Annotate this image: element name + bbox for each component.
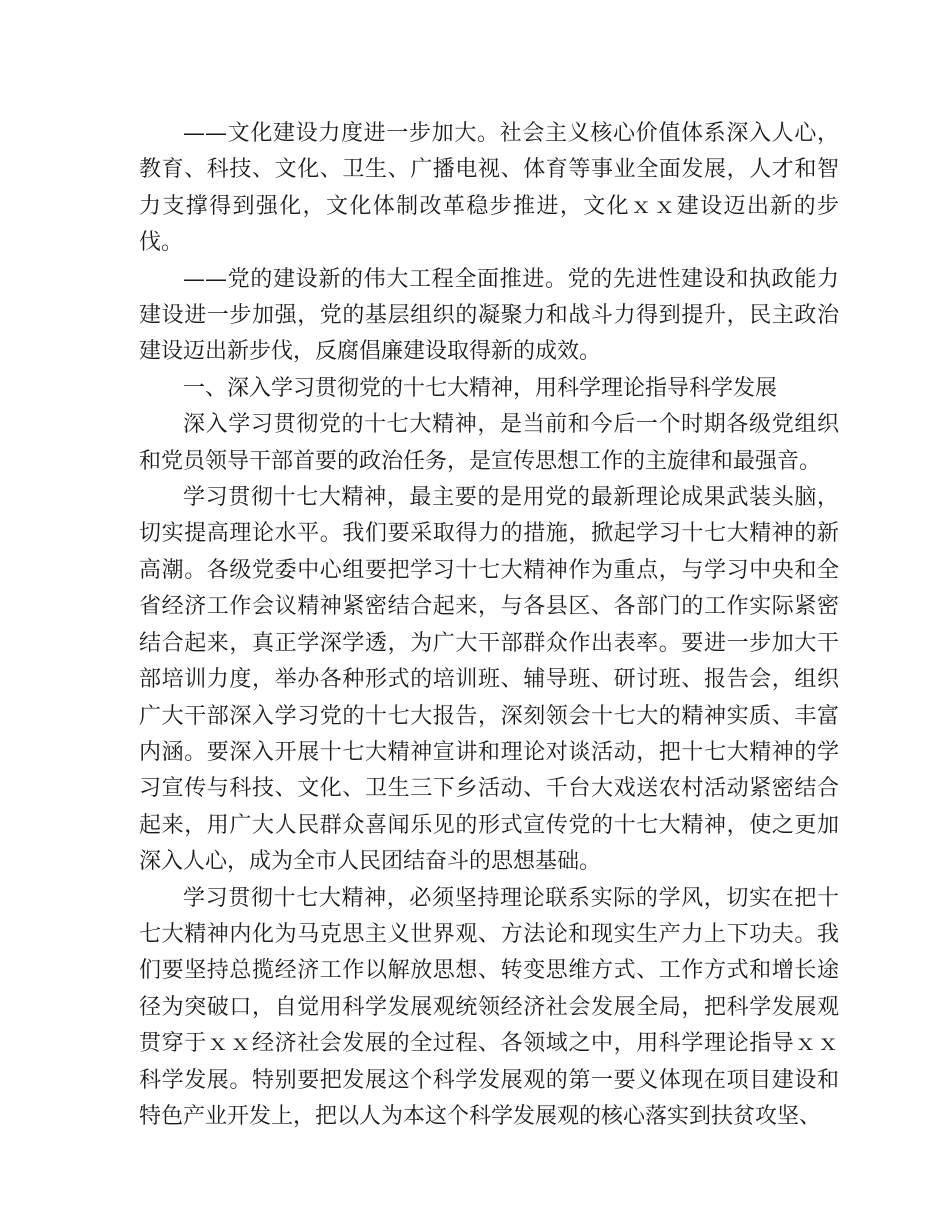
paragraph-party-building: ——党的建设新的伟大工程全面推进。党的先进性建设和执政能力建设进一步加强，党的基层组织的凝聚力和战斗力得到提升，民主政治建设迈出新步伐，反腐倡廉建设取得新的成效。 [139,266,839,365]
paragraph-practice: 学习贯彻十七大精神，必须坚持理论联系实际的学风，切实在把十七大精神内化为马克思主义世界观、方法论和现实生产力上下功夫。我们要坚持总揽经济工作以解放思想、转变思维方式、工作方式和增长途径为突破口，自觉用科学发展观统领经济社会发展全局，把科学发展观贯穿于ｘｘ经济社会发展的全过程、各领域之中，用科学理论指导ｘｘ科学发展。特别要把发展这个科学发展观的第一要义体现在项目建设和特色产业开发上，把以人为本这个科学发展观的核心落实到扶贫攻坚、 [139,885,839,1129]
paragraph-culture: ——文化建设力度进一步加大。社会主义核心价值体系深入人心，教育、科技、文化、卫生、广播电视、体育等事业全面发展，人才和智力支撑得到强化，文化体制改革稳步推进，文化ｘｘ建设迈出新的步伐。 [139,121,839,256]
paragraph-political-task: 深入学习贯彻党的十七大精神，是当前和今后一个时期各级党组织和党员领导干部首要的政治任务，是宣传思想工作的主旋律和最强音。 [139,412,839,474]
document-body [139,116,839,1135]
paragraph-theory-study: 学习贯彻十七大精神，最主要的是用党的最新理论成果武装头脑，切实提高理论水平。我们要采取得力的措施，掀起学习十七大精神的新高潮。各级党委中心组要把学习十七大精神作为重点，与学习中央和全省经济工作会议精神紧密结合起来，与各县区、各部门的工作实际紧密结合起来，真正学深学透，为广大干部群众作出表率。要进一步加大干部培训力度，举办各种形式的培训班、辅导班、研讨班、报告会，组织广大干部深入学习党的十七大报告，深刻领会十七大的精神实质、丰富内涵。要深入开展十七大精神宣讲和理论对谈活动，把十七大精神的学习宣传与科技、文化、卫生三下乡活动、千台大戏送农村活动紧密结合起来，用广大人民群众喜闻乐见的形式宣传党的十七大精神，使之更加深入人心，成为全市人民团结奋斗的思想基础。 [139,485,839,875]
section-heading: 一、深入学习贯彻党的十七大精神，用科学理论指导科学发展 [183,375,778,401]
